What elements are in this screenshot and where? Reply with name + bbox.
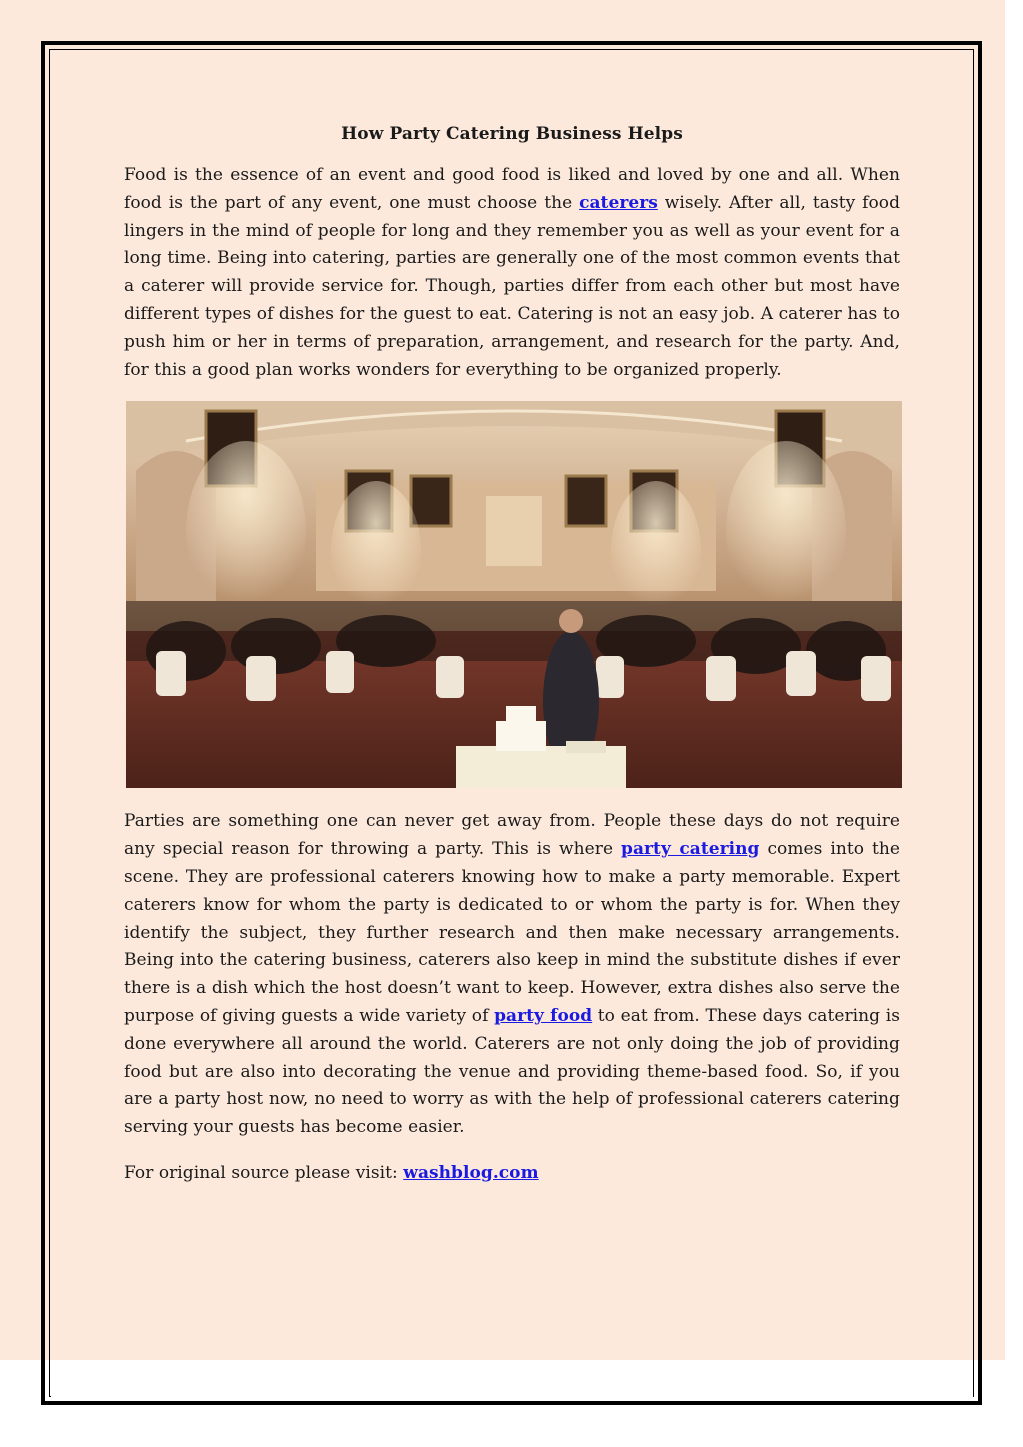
banquet-hall-photo bbox=[126, 401, 902, 788]
source-line bbox=[124, 1160, 900, 1188]
paragraph-intro-text-b: wisely. After all, tasty food lingers in the mind of people for long and they remember you as well as your event for a long time. Being into catering, parties are generally one of the most common events that a caterer will provide service for. Though, parties differ from each other but most have different types of dishes for the guest to eat. Catering is not an easy job. A caterer has to push him or her in terms of preparation, arrangement, and research for the party. And, for this a good plan works wonders for everything to be organized properly. bbox=[124, 192, 901, 380]
source-label: For original source please visit: bbox=[124, 1162, 404, 1183]
paragraph-body bbox=[124, 808, 900, 1142]
article-title: How Party Catering Business Helps bbox=[341, 124, 683, 144]
paragraph-intro-text-a: Food is the essence of an event and good food is liked and loved by one and all. When food is the part of any event, one must choose the bbox=[124, 165, 900, 213]
paragraph-body-text-a: Parties are something one can never get away from. People these days do not require any special reason for throwing a party. This is where bbox=[124, 811, 900, 860]
bottom-margin-strip bbox=[51, 1360, 973, 1398]
paragraph-intro bbox=[124, 162, 900, 384]
paragraph-body-text-b: comes into the scene. They are professional caterers knowing how to make a party memorable. Expert caterers know for whom the party is dedicated to or whom the party is for. When they identify the subject, they further research and then make necessary arrangements. Being into the catering business, caterers also keep in mind the substitute dishes if ever there is a dish which the host doesn’t want to keep. However, extra dishes also serve the purpose of giving guests a wide variety of bbox=[124, 839, 900, 1026]
party-catering-link[interactable]: party catering bbox=[621, 839, 760, 860]
party-food-link[interactable]: party food bbox=[494, 1005, 593, 1026]
article bbox=[124, 118, 900, 1188]
paragraph-body-text-c: to eat from. These days catering is done everywhere all around the world. Caterers are not only doing the job of providing food but are also into decorating the venue and providing theme-based food. So, if you are a party host now, no need to worry as with the help of professional caterers catering serving your guests has become easier. bbox=[124, 1005, 900, 1138]
caterers-link[interactable]: caterers bbox=[579, 192, 658, 213]
washblog-link[interactable]: washblog.com bbox=[403, 1162, 539, 1183]
